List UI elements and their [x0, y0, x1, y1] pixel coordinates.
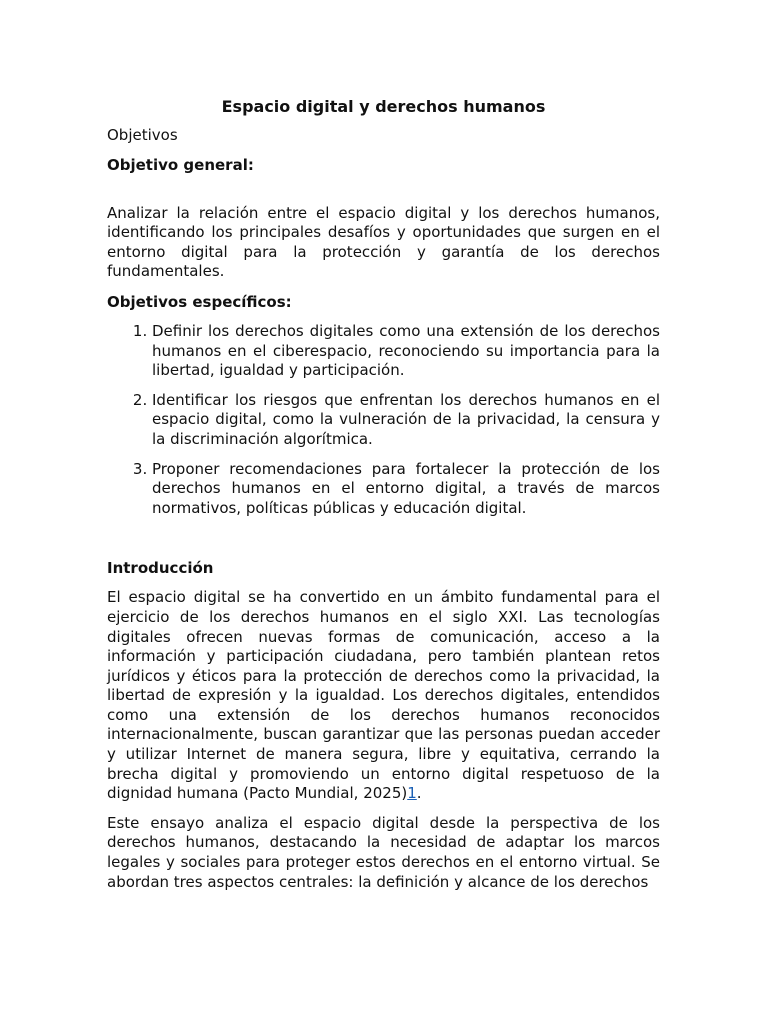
- introduction-paragraph-2: Este ensayo analiza el espacio digital desde la perspectiva de los derechos humanos, destacando la necesidad de adaptar los marcos legales y sociales para proteger estos derechos en el entorno virtual. Se abordan tres aspectos centrales: la definición y alcance de los derechos: [107, 813, 660, 891]
- introduction-paragraph-1-end: .: [416, 784, 422, 803]
- specific-objectives-list: [107, 322, 660, 518]
- specific-objectives-heading: Objetivos específicos:: [107, 292, 292, 311]
- spacer: [107, 528, 660, 558]
- footnote-link[interactable]: 1: [407, 784, 417, 803]
- document-title: Espacio digital y derechos humanos: [221, 97, 546, 116]
- introduction-paragraph-1: [107, 588, 660, 804]
- general-objective-heading: Objetivo general:: [107, 155, 254, 174]
- introduction-paragraph-1-text: El espacio digital se ha convertido en un ámbito fundamental para el ejercicio de los derechos humanos en el siglo XXI. Las tecnologías digitales ofrecen nuevas formas de comunicación, acceso a la información y participación ciudadana, pero también plantean retos jurídicos y éticos para la protección de derechos como la privacidad, la libertad de expresión y la igualdad. Los derechos digitales, entendidos como una extensión de los derechos humanos reconocidos internacionalmente, buscan garantizar que las personas puedan acceder y utilizar Internet de manera segura, libre y equitativa, cerrando la brecha digital y promoviendo un entorno digital respetuoso de la dignidad humana (Pacto Mundial, 2025): [107, 588, 660, 803]
- list-item: 2. Identificar los riesgos que enfrentan los derechos humanos en el espacio digital, como la vulneración de la privacidad, la censura y la discriminación algorítmica.: [152, 391, 660, 450]
- list-item: 3. Proponer recomendaciones para fortalecer la protección de los derechos humanos en el entorno digital, a través de marcos normativos, políticas públicas y educación digital.: [152, 460, 660, 519]
- objectives-label: Objetivos: [107, 126, 178, 144]
- list-item: 1. Definir los derechos digitales como una extensión de los derechos humanos en el ciberespacio, reconociendo su importancia para la libertad, igualdad y participación.: [152, 322, 660, 381]
- document-page: [107, 96, 660, 902]
- introduction-heading: Introducción: [107, 559, 214, 578]
- general-objective-text: Analizar la relación entre el espacio digital y los derechos humanos, identificando los principales desafíos y oportunidades que surgen en el entorno digital para la protección y garantía de los derechos fundamentales.: [107, 203, 660, 281]
